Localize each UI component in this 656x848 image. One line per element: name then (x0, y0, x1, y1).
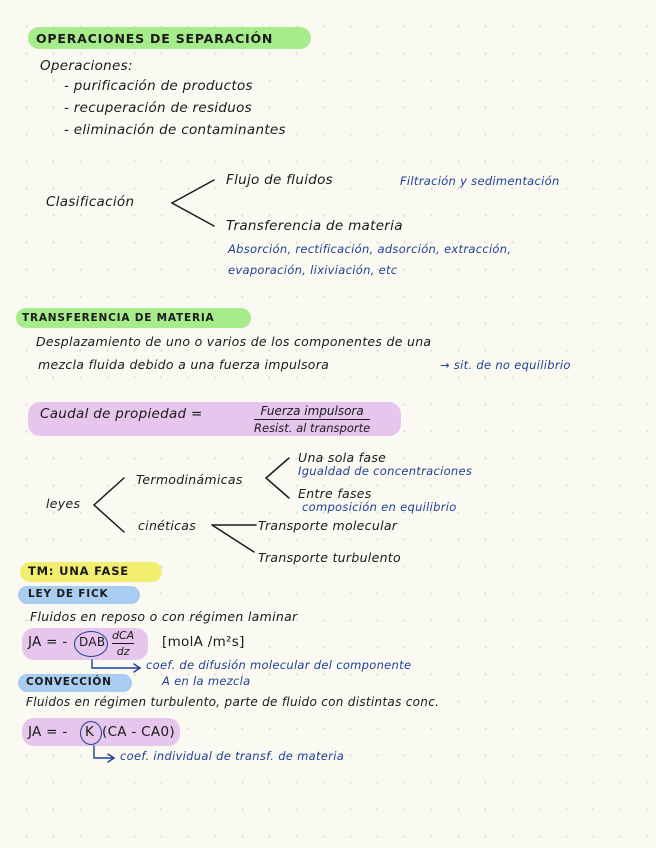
operaciones-heading: Operaciones: (40, 58, 133, 74)
conv-rhs: (CA - CA0) (102, 724, 175, 740)
entre-fases: Entre fases (298, 486, 372, 501)
conveccion-description: Fluidos en régimen turbulento, parte de fluido con distintas conc. (26, 695, 440, 709)
page-title: OPERACIONES DE SEPARACIÓN (36, 31, 274, 46)
caudal-fraction (254, 404, 370, 435)
operacion-item: - eliminación de contaminantes (64, 122, 286, 138)
fick-note: A en la mezcla (162, 674, 251, 688)
operacion-item: - purificación de productos (64, 78, 253, 94)
fick-numerator: dCA (112, 629, 135, 642)
fick-derivative (112, 629, 134, 658)
fick-note: coef. de difusión molecular del componente (146, 658, 412, 672)
fraction-bar (254, 419, 370, 420)
caudal-lhs: Caudal de propiedad = (40, 406, 203, 422)
clasificacion-label: Clasificación (46, 194, 135, 210)
transporte-turbulento: Transporte turbulento (258, 550, 401, 565)
caudal-denominator: Resist. al transporte (254, 421, 371, 435)
una-sola-fase: Una sola fase (298, 450, 387, 465)
conv-note: coef. individual de transf. de materia (120, 749, 345, 763)
conv-coef: K (85, 724, 95, 740)
caudal-numerator: Fuerza impulsora (260, 404, 364, 418)
fick-units: [molA /m²s] (162, 634, 245, 650)
conveccion-heading: CONVECCIÓN (26, 676, 112, 688)
conv-lhs: JA = - (28, 724, 68, 740)
leyes-label: leyes (46, 496, 81, 511)
equilibrio-note: → sit. de no equilibrio (440, 358, 571, 372)
transferencia-definition: mezcla fluida debido a una fuerza impulsora (38, 357, 330, 372)
igualdad-note: Igualdad de concentraciones (298, 464, 473, 478)
tm-heading: TM: UNA FASE (28, 564, 129, 578)
operacion-item: - recuperación de residuos (64, 100, 252, 116)
transferencia-examples: Absorción, rectificación, adsorción, extracción, (228, 242, 512, 256)
transferencia-materia: Transferencia de materia (226, 218, 403, 234)
transferencia-heading: TRANSFERENCIA DE MATERIA (22, 312, 215, 324)
transporte-molecular: Transporte molecular (258, 518, 398, 533)
fraction-bar (112, 643, 134, 644)
fick-denominator: dz (116, 645, 130, 658)
composicion-note: composición en equilibrio (302, 500, 457, 514)
cineticas-label: cinéticas (138, 518, 197, 533)
flujo-fluidos: Flujo de fluidos (226, 172, 334, 188)
termodinamicas-label: Termodinámicas (136, 472, 243, 487)
fick-description: Fluidos en reposo o con régimen laminar (30, 609, 298, 624)
fick-coef: DAB (79, 635, 106, 649)
flujo-fluidos-examples: Filtración y sedimentación (400, 174, 560, 188)
fick-lhs: JA = - (28, 634, 68, 650)
transferencia-examples: evaporación, lixiviación, etc (228, 263, 398, 277)
fick-heading: LEY DE FICK (28, 588, 109, 600)
transferencia-definition: Desplazamiento de uno o varios de los componentes de una (36, 334, 432, 349)
